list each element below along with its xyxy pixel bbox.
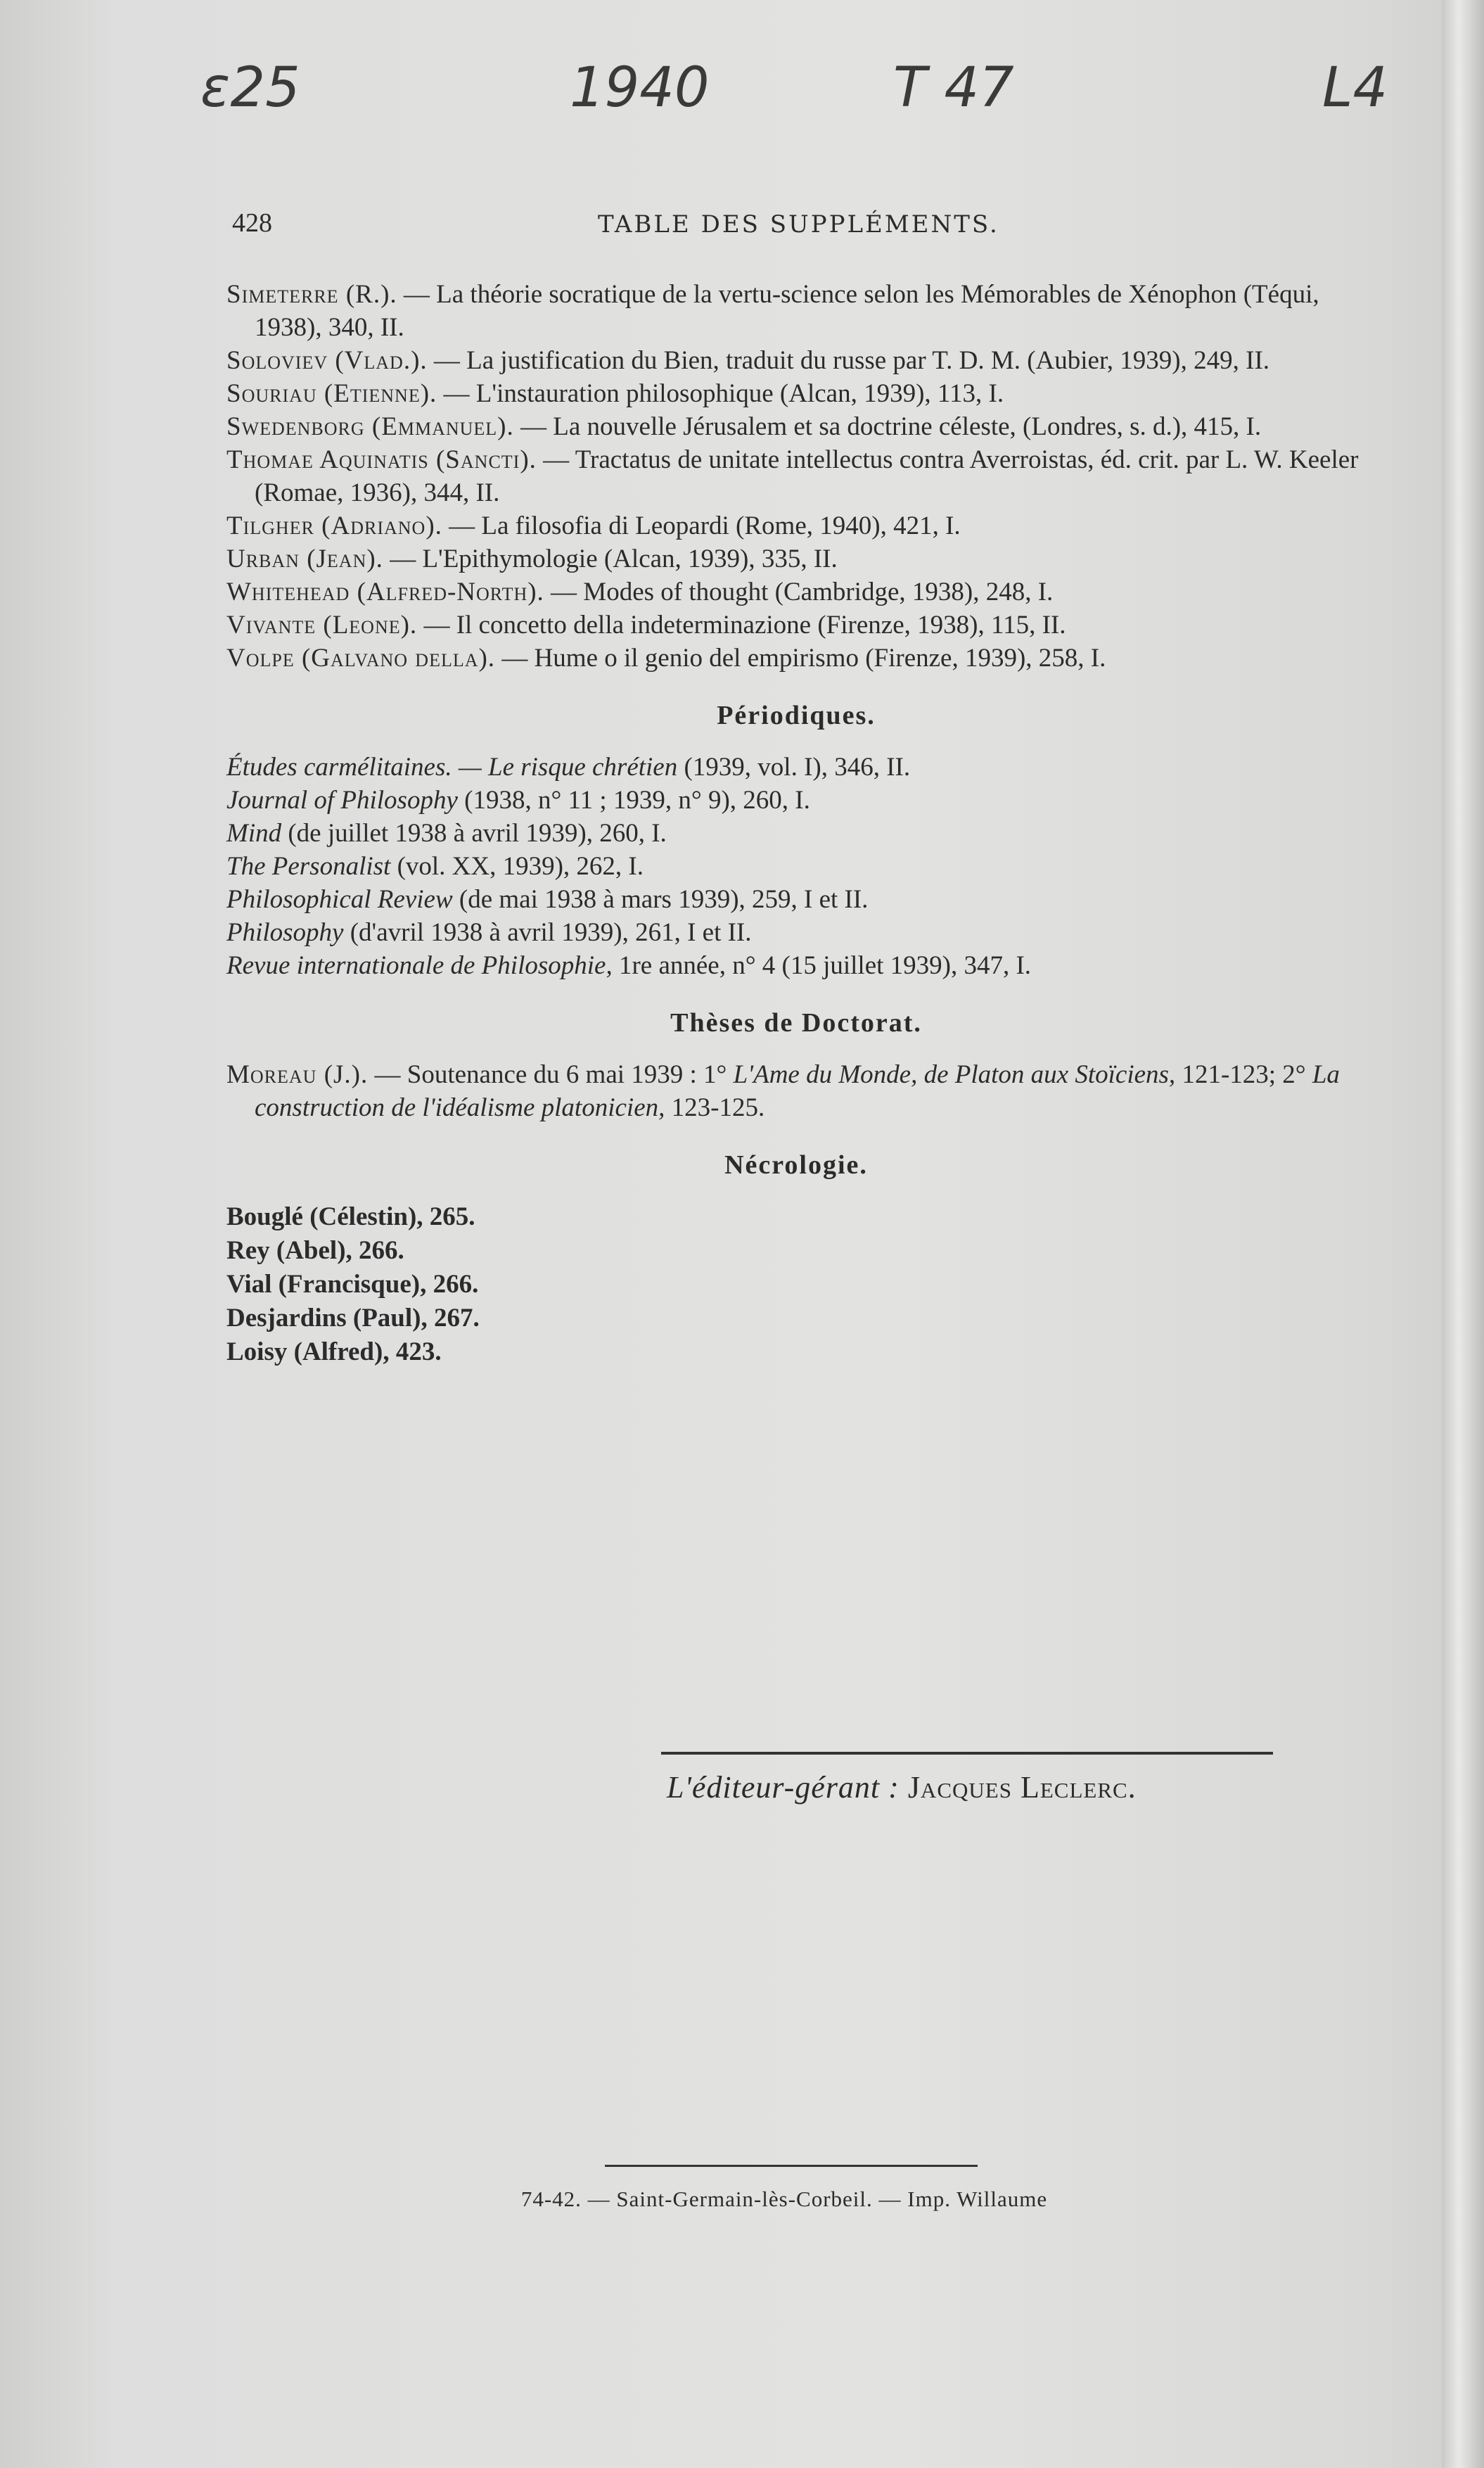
entry (226, 377, 1366, 410)
entry (226, 609, 1366, 642)
entry-author: Urban (Jean). (226, 545, 383, 573)
periodical-item (226, 883, 1366, 916)
page-edge (1442, 0, 1484, 2468)
necrology-list (226, 1200, 1366, 1369)
signature (667, 1769, 1137, 1805)
thesis-entry (226, 1058, 1366, 1124)
entry (226, 542, 1366, 575)
periodical-item (226, 916, 1366, 949)
periodical-item (226, 751, 1366, 784)
entry (226, 410, 1366, 443)
entry-text: — Il concetto della indeterminazione (Firenze, 1938), 115, II. (417, 611, 1066, 640)
necrology-item: Loisy (Alfred), 423. (226, 1337, 442, 1366)
entry (226, 642, 1366, 675)
periodical-title: Mind (226, 819, 282, 848)
handwritten-mark-3: T 47 (893, 56, 1014, 120)
periodical-title: Études carmélitaines. — Le risque chrétien (226, 753, 678, 782)
entry (226, 509, 1366, 542)
entry-text: — L'Epithymologie (Alcan, 1939), 335, II. (383, 545, 838, 573)
entry-text: — La filosofia di Leopardi (Rome, 1940), 421, I. (442, 511, 961, 540)
periodical-details: (de juillet 1938 à avril 1939), 260, I. (281, 819, 667, 848)
entry-text: — Modes of thought (Cambridge, 1938), 248, I. (544, 578, 1054, 606)
necrology-item: Vial (Francisque), 266. (226, 1270, 479, 1299)
periodical-item (226, 850, 1366, 883)
printer-line: 74-42. — Saint-Germain-lès-Corbeil. — Imp. Willaume (520, 2187, 1048, 2211)
periodical-details: (de mai 1938 à mars 1939), 259, I et II. (452, 885, 869, 914)
periodical-item (226, 817, 1366, 850)
thesis-text-1: — Soutenance du 6 mai 1939 : 1° (368, 1060, 734, 1089)
periodical-title: Journal of Philosophy (226, 786, 458, 815)
handwritten-mark-4: L4 (1322, 56, 1388, 120)
entry-text: — Hume o il genio del empirismo (Firenze, 1939), 258, I. (495, 644, 1106, 673)
thesis-work-1: L'Ame du Monde, de Platon aux Stoïciens, (733, 1060, 1176, 1089)
necrology-item: Desjardins (Paul), 267. (226, 1304, 480, 1332)
section-title-periodiques: Périodiques. (717, 701, 876, 730)
periodical-details: (1938, n° 11 ; 1939, n° 9), 260, I. (457, 786, 810, 815)
content (226, 278, 1366, 1369)
entry (226, 443, 1366, 509)
entry-text: — La théorie socratique de la vertu-science selon les Mémorables de Xénophon (Téqui, 1938), 340, II. (255, 280, 1319, 342)
periodical-title: The Personalist (226, 852, 391, 881)
periodical-title: Revue internationale de Philosophie, (226, 951, 613, 980)
entry-author: Soloviev (Vlad.). (226, 346, 428, 375)
periodical-details: (1939, vol. I), 346, II. (677, 753, 911, 782)
periodical-title: Philosophical Review (226, 885, 453, 914)
section-title-theses: Thèses de Doctorat. (670, 1008, 922, 1038)
entry-text: — La justification du Bien, traduit du russe par T. D. M. (Aubier, 1939), 249, II. (427, 346, 1270, 375)
entry-author: Whitehead (Alfred-North). (226, 578, 544, 606)
entry-author: Swedenborg (Emmanuel). (226, 412, 514, 441)
thesis-author: Moreau (J.). (226, 1060, 369, 1089)
thesis-work-2: La construction de l'idéalisme platonicien, (255, 1060, 1340, 1122)
thesis-text-2: 121-123; 2° (1175, 1060, 1312, 1089)
periodicals-list (226, 751, 1366, 982)
entry (226, 575, 1366, 609)
entry (226, 278, 1366, 344)
entry-text: — L'instauration philosophique (Alcan, 1939), 113, I. (437, 379, 1004, 408)
page-title: TABLE DES SUPPLÉMENTS. (598, 210, 999, 238)
entry-author: Vivante (Leone). (226, 611, 418, 640)
section-title-necrologie: Nécrologie. (724, 1150, 868, 1180)
signature-name: Jacques Leclerc. (907, 1770, 1137, 1805)
periodical-item (226, 784, 1366, 817)
author-entries (226, 278, 1366, 675)
signature-role: L'éditeur-gérant : (667, 1770, 900, 1805)
entry-text: — Tractatus de unitate intellectus contra Averroistas, éd. crit. par L. W. Keeler (Romae, 1936), 344, II. (255, 445, 1359, 507)
printer-rule (605, 2165, 978, 2167)
necrology-item: Rey (Abel), 266. (226, 1236, 404, 1265)
periodical-item (226, 949, 1366, 982)
periodical-details: (vol. XX, 1939), 262, I. (390, 852, 644, 881)
entry-author: Thomae Aquinatis (Sancti). (226, 445, 537, 474)
entry-author: Simeterre (R.). (226, 280, 397, 309)
handwritten-mark-1: ɛ25 (200, 56, 300, 120)
signature-rule (661, 1752, 1273, 1755)
entry-author: Tilgher (Adriano). (226, 511, 442, 540)
periodical-details: 1re année, n° 4 (15 juillet 1939), 347, I. (612, 951, 1032, 980)
handwritten-mark-2: 1940 (570, 56, 710, 120)
thesis-text-3: 123-125. (665, 1093, 765, 1122)
necrology-item: Bouglé (Célestin), 265. (226, 1202, 475, 1231)
periodical-title: Philosophy (226, 918, 344, 947)
entry-author: Souriau (Etienne). (226, 379, 437, 408)
entry (226, 344, 1366, 377)
periodical-details: (d'avril 1938 à avril 1939), 261, I et II. (343, 918, 752, 947)
entry-text: — La nouvelle Jérusalem et sa doctrine céleste, (Londres, s. d.), 415, I. (513, 412, 1262, 441)
entry-author: Volpe (Galvano della). (226, 644, 496, 673)
running-head (232, 208, 1357, 243)
page-number: 428 (232, 208, 272, 238)
